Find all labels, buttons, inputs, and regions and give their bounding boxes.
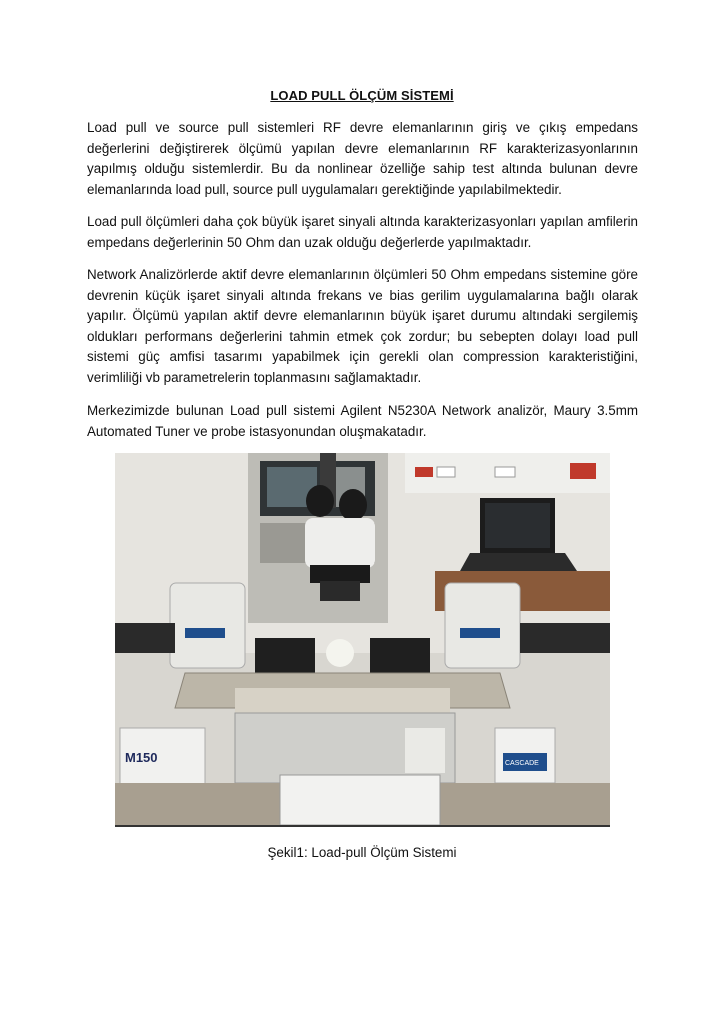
document-title: LOAD PULL ÖLÇÜM SİSTEMİ: [270, 88, 454, 103]
station-label-m150: M150: [125, 750, 158, 765]
photo-illustration: [115, 453, 610, 825]
paragraph-3: Network Analizörlerde aktif devre elemanlarının ölçümleri 50 Ohm empedans sistemine göre devrenin küçük işaret sinyali altında frekans ve bias gerilim uygulamalarına bağlı olarak yapılır. Ölçümü yapılan aktif devre elemanlarının büyük işaret durumu altındaki sergilemiş oldukları performans değerlerini tahmin etmek çok zordur; bu sebepten dolayı load pull sistemi güç amfisi tasarımı yapabilmek için gerekli olan compression karakteristiğini, verimliliği vb parametrelerin toplanmasını sağlamaktadır.: [87, 267, 638, 385]
brand-label-cascade: CASCADE: [505, 760, 539, 767]
paragraph-1: Load pull ve source pull sistemleri RF devre elemanlarının giriş ve çıkış empedans değerlerini değiştirerek ölçümü yapılan devre elemanlarının RF karakterizasyonlarının yapılmış olduğu sistemlerdir. Bu da nonlinear özelliğe sahip test altında bulunan devre elemanlarında load pull, source pull uygulamaları gerektiğinde yapılabilmektedir.: [87, 120, 638, 197]
paragraph-2: Load pull ölçümleri daha çok büyük işaret sinyali altında karakterizasyonları yapılan amfilerin empedans değerlerinin 50 Ohm dan uzak olduğu değerlerde yapılmaktadır.: [87, 214, 638, 250]
load-pull-system-photo: [115, 453, 610, 827]
paragraph-4: Merkezimizde bulunan Load pull sistemi Agilent N5230A Network analizör, Maury 3.5mm Automated Tuner ve probe istasyonundan oluşmakatadır.: [87, 403, 638, 439]
figure-caption: Şekil1: Load-pull Ölçüm Sistemi: [267, 845, 457, 860]
